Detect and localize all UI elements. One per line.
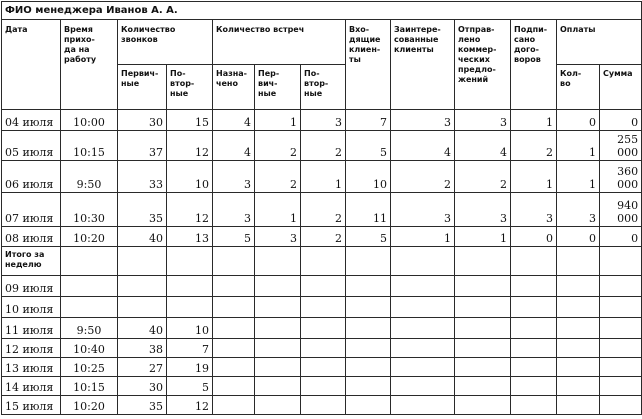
header-proposals-sent: Отправ- лено коммер- ческих предло- жений	[455, 20, 511, 110]
payments-sum-cell: 0	[600, 110, 642, 131]
empty-cell	[600, 358, 642, 377]
empty-cell	[61, 297, 118, 318]
empty-cell	[61, 247, 118, 276]
empty-cell	[455, 297, 511, 318]
date-cell: 14 июля	[2, 377, 61, 396]
empty-cell	[346, 396, 391, 415]
empty-cell	[455, 339, 511, 358]
header-calls-count: Количество звонков	[118, 20, 213, 65]
empty-cell	[557, 318, 600, 339]
header-interested-clients: Заинтере- сованные клиенты	[391, 20, 455, 110]
meetings-first-cell: 3	[255, 227, 301, 247]
empty-cell	[600, 247, 642, 276]
header-incoming-clients: Вхо- дящие клиен- ты	[346, 20, 391, 110]
empty-cell	[455, 377, 511, 396]
table-row	[2, 227, 642, 247]
header-contracts-signed: Подпи- сано дого- воров	[511, 20, 557, 110]
empty-cell	[346, 276, 391, 297]
table-row	[2, 318, 642, 339]
empty-cell	[255, 318, 301, 339]
contracts-cell: 1	[511, 161, 557, 193]
week-total-label: Итого за неделю	[2, 247, 61, 276]
empty-cell	[557, 276, 600, 297]
calls-repeat-cell: 5	[167, 377, 213, 396]
header-meetings-first: Пер- вич- ные	[255, 65, 301, 110]
header-date: Дата	[2, 20, 61, 110]
empty-cell	[511, 247, 557, 276]
empty-cell	[557, 396, 600, 415]
empty-cell	[213, 318, 255, 339]
empty-cell	[391, 276, 455, 297]
empty-cell	[167, 297, 213, 318]
interested-clients-cell: 2	[391, 161, 455, 193]
empty-cell	[557, 297, 600, 318]
header-arrival-time: Время прихо- да на работу	[61, 20, 118, 110]
date-cell: 10 июля	[2, 297, 61, 318]
calls-first-cell: 40	[118, 227, 167, 247]
empty-cell	[255, 297, 301, 318]
empty-cell	[557, 358, 600, 377]
empty-cell	[600, 396, 642, 415]
header-meetings-repeat: По- втор- ные	[301, 65, 346, 110]
empty-cell	[455, 358, 511, 377]
payments-sum-cell: 360 000	[600, 161, 642, 193]
empty-cell	[301, 318, 346, 339]
empty-cell	[391, 339, 455, 358]
empty-cell	[346, 297, 391, 318]
meetings-repeat-cell: 3	[301, 110, 346, 131]
empty-cell	[213, 247, 255, 276]
proposals-cell: 4	[455, 131, 511, 161]
empty-cell	[301, 396, 346, 415]
arrival-time-cell: 10:20	[61, 227, 118, 247]
calls-repeat-cell: 10	[167, 161, 213, 193]
calls-first-cell: 40	[118, 318, 167, 339]
table-row	[2, 110, 642, 131]
empty-cell	[346, 247, 391, 276]
manager-report-table	[1, 1, 642, 415]
empty-cell	[255, 339, 301, 358]
empty-cell	[167, 247, 213, 276]
empty-cell	[213, 358, 255, 377]
empty-cell	[255, 276, 301, 297]
date-cell: 09 июля	[2, 276, 61, 297]
payments-count-cell: 0	[557, 227, 600, 247]
meetings-repeat-cell: 2	[301, 193, 346, 227]
arrival-time-cell: 10:25	[61, 358, 118, 377]
empty-cell	[301, 339, 346, 358]
empty-cell	[301, 377, 346, 396]
meetings-scheduled-cell: 4	[213, 131, 255, 161]
calls-repeat-cell: 12	[167, 131, 213, 161]
contracts-cell: 3	[511, 193, 557, 227]
empty-cell	[511, 276, 557, 297]
interested-clients-cell: 4	[391, 131, 455, 161]
empty-cell	[511, 318, 557, 339]
calls-repeat-cell: 13	[167, 227, 213, 247]
empty-cell	[600, 377, 642, 396]
proposals-cell: 3	[455, 193, 511, 227]
empty-cell	[213, 396, 255, 415]
empty-cell	[557, 339, 600, 358]
empty-cell	[118, 276, 167, 297]
empty-cell	[511, 396, 557, 415]
header-payments: Оплаты	[557, 20, 642, 65]
empty-cell	[346, 377, 391, 396]
empty-cell	[391, 247, 455, 276]
empty-cell	[600, 339, 642, 358]
calls-first-cell: 38	[118, 339, 167, 358]
calls-first-cell: 33	[118, 161, 167, 193]
contracts-cell: 2	[511, 131, 557, 161]
empty-cell	[511, 297, 557, 318]
calls-repeat-cell: 7	[167, 339, 213, 358]
table-row	[2, 131, 642, 161]
table-row	[2, 193, 642, 227]
calls-first-cell: 35	[118, 396, 167, 415]
header-calls-repeat: По- втор- ные	[167, 65, 213, 110]
empty-cell	[301, 247, 346, 276]
empty-cell	[455, 247, 511, 276]
header-payments-count: Кол- во	[557, 65, 600, 110]
empty-cell	[455, 276, 511, 297]
calls-repeat-cell: 15	[167, 110, 213, 131]
calls-repeat-cell: 12	[167, 193, 213, 227]
empty-cell	[391, 297, 455, 318]
table-row	[2, 276, 642, 297]
empty-cell	[301, 297, 346, 318]
date-cell: 08 июля	[2, 227, 61, 247]
meetings-first-cell: 2	[255, 131, 301, 161]
date-cell: 05 июля	[2, 131, 61, 161]
contracts-cell: 1	[511, 110, 557, 131]
calls-repeat-cell: 10	[167, 318, 213, 339]
empty-cell	[213, 297, 255, 318]
table-row	[2, 161, 642, 193]
table-row	[2, 297, 642, 318]
arrival-time-cell: 10:15	[61, 377, 118, 396]
empty-cell	[391, 358, 455, 377]
incoming-clients-cell: 10	[346, 161, 391, 193]
empty-cell	[600, 276, 642, 297]
empty-cell	[557, 377, 600, 396]
arrival-time-cell: 10:30	[61, 193, 118, 227]
proposals-cell: 3	[455, 110, 511, 131]
arrival-time-cell: 9:50	[61, 318, 118, 339]
date-cell: 13 июля	[2, 358, 61, 377]
empty-cell	[255, 396, 301, 415]
empty-cell	[118, 297, 167, 318]
calls-first-cell: 27	[118, 358, 167, 377]
empty-cell	[255, 247, 301, 276]
empty-cell	[391, 396, 455, 415]
meetings-scheduled-cell: 3	[213, 193, 255, 227]
payments-sum-cell: 255 000	[600, 131, 642, 161]
table-row	[2, 339, 642, 358]
empty-cell	[301, 358, 346, 377]
empty-cell	[455, 396, 511, 415]
empty-cell	[255, 377, 301, 396]
calls-first-cell: 35	[118, 193, 167, 227]
payments-count-cell: 0	[557, 110, 600, 131]
date-cell: 15 июля	[2, 396, 61, 415]
date-cell: 12 июля	[2, 339, 61, 358]
incoming-clients-cell: 11	[346, 193, 391, 227]
empty-cell	[600, 318, 642, 339]
empty-cell	[511, 339, 557, 358]
meetings-first-cell: 1	[255, 110, 301, 131]
header-payments-sum: Сумма	[600, 65, 642, 110]
week-total-row	[2, 247, 642, 276]
interested-clients-cell: 3	[391, 193, 455, 227]
empty-cell	[511, 377, 557, 396]
meetings-scheduled-cell: 4	[213, 110, 255, 131]
interested-clients-cell: 3	[391, 110, 455, 131]
table-row	[2, 358, 642, 377]
empty-cell	[213, 339, 255, 358]
incoming-clients-cell: 5	[346, 131, 391, 161]
meetings-repeat-cell: 2	[301, 227, 346, 247]
empty-cell	[167, 276, 213, 297]
empty-cell	[455, 318, 511, 339]
calls-repeat-cell: 19	[167, 358, 213, 377]
empty-cell	[600, 297, 642, 318]
date-cell: 06 июля	[2, 161, 61, 193]
empty-cell	[346, 358, 391, 377]
arrival-time-cell: 10:00	[61, 110, 118, 131]
meetings-repeat-cell: 1	[301, 161, 346, 193]
calls-first-cell: 30	[118, 110, 167, 131]
meetings-scheduled-cell: 3	[213, 161, 255, 193]
arrival-time-cell: 9:50	[61, 161, 118, 193]
empty-cell	[511, 358, 557, 377]
calls-first-cell: 30	[118, 377, 167, 396]
meetings-first-cell: 2	[255, 161, 301, 193]
header-meetings-count: Количество встреч	[213, 20, 346, 65]
table-row	[2, 377, 642, 396]
empty-cell	[61, 276, 118, 297]
date-cell: 04 июля	[2, 110, 61, 131]
payments-count-cell: 1	[557, 161, 600, 193]
empty-cell	[213, 276, 255, 297]
interested-clients-cell: 1	[391, 227, 455, 247]
payments-count-cell: 3	[557, 193, 600, 227]
empty-cell	[346, 339, 391, 358]
calls-repeat-cell: 12	[167, 396, 213, 415]
empty-cell	[118, 247, 167, 276]
meetings-first-cell: 1	[255, 193, 301, 227]
calls-first-cell: 37	[118, 131, 167, 161]
empty-cell	[557, 247, 600, 276]
date-cell: 07 июля	[2, 193, 61, 227]
manager-name-title: ФИО менеджера Иванов А. А.	[2, 2, 642, 20]
arrival-time-cell: 10:15	[61, 131, 118, 161]
payments-count-cell: 1	[557, 131, 600, 161]
date-cell: 11 июля	[2, 318, 61, 339]
incoming-clients-cell: 7	[346, 110, 391, 131]
arrival-time-cell: 10:20	[61, 396, 118, 415]
header-calls-first: Первич- ные	[118, 65, 167, 110]
header-meetings-scheduled: Назна- чено	[213, 65, 255, 110]
empty-cell	[391, 377, 455, 396]
table-row	[2, 396, 642, 415]
meetings-scheduled-cell: 5	[213, 227, 255, 247]
payments-sum-cell: 940 000	[600, 193, 642, 227]
empty-cell	[346, 318, 391, 339]
meetings-repeat-cell: 2	[301, 131, 346, 161]
proposals-cell: 1	[455, 227, 511, 247]
empty-cell	[391, 318, 455, 339]
incoming-clients-cell: 5	[346, 227, 391, 247]
empty-cell	[301, 276, 346, 297]
empty-cell	[213, 377, 255, 396]
empty-cell	[255, 358, 301, 377]
contracts-cell: 0	[511, 227, 557, 247]
arrival-time-cell: 10:40	[61, 339, 118, 358]
proposals-cell: 2	[455, 161, 511, 193]
payments-sum-cell: 0	[600, 227, 642, 247]
